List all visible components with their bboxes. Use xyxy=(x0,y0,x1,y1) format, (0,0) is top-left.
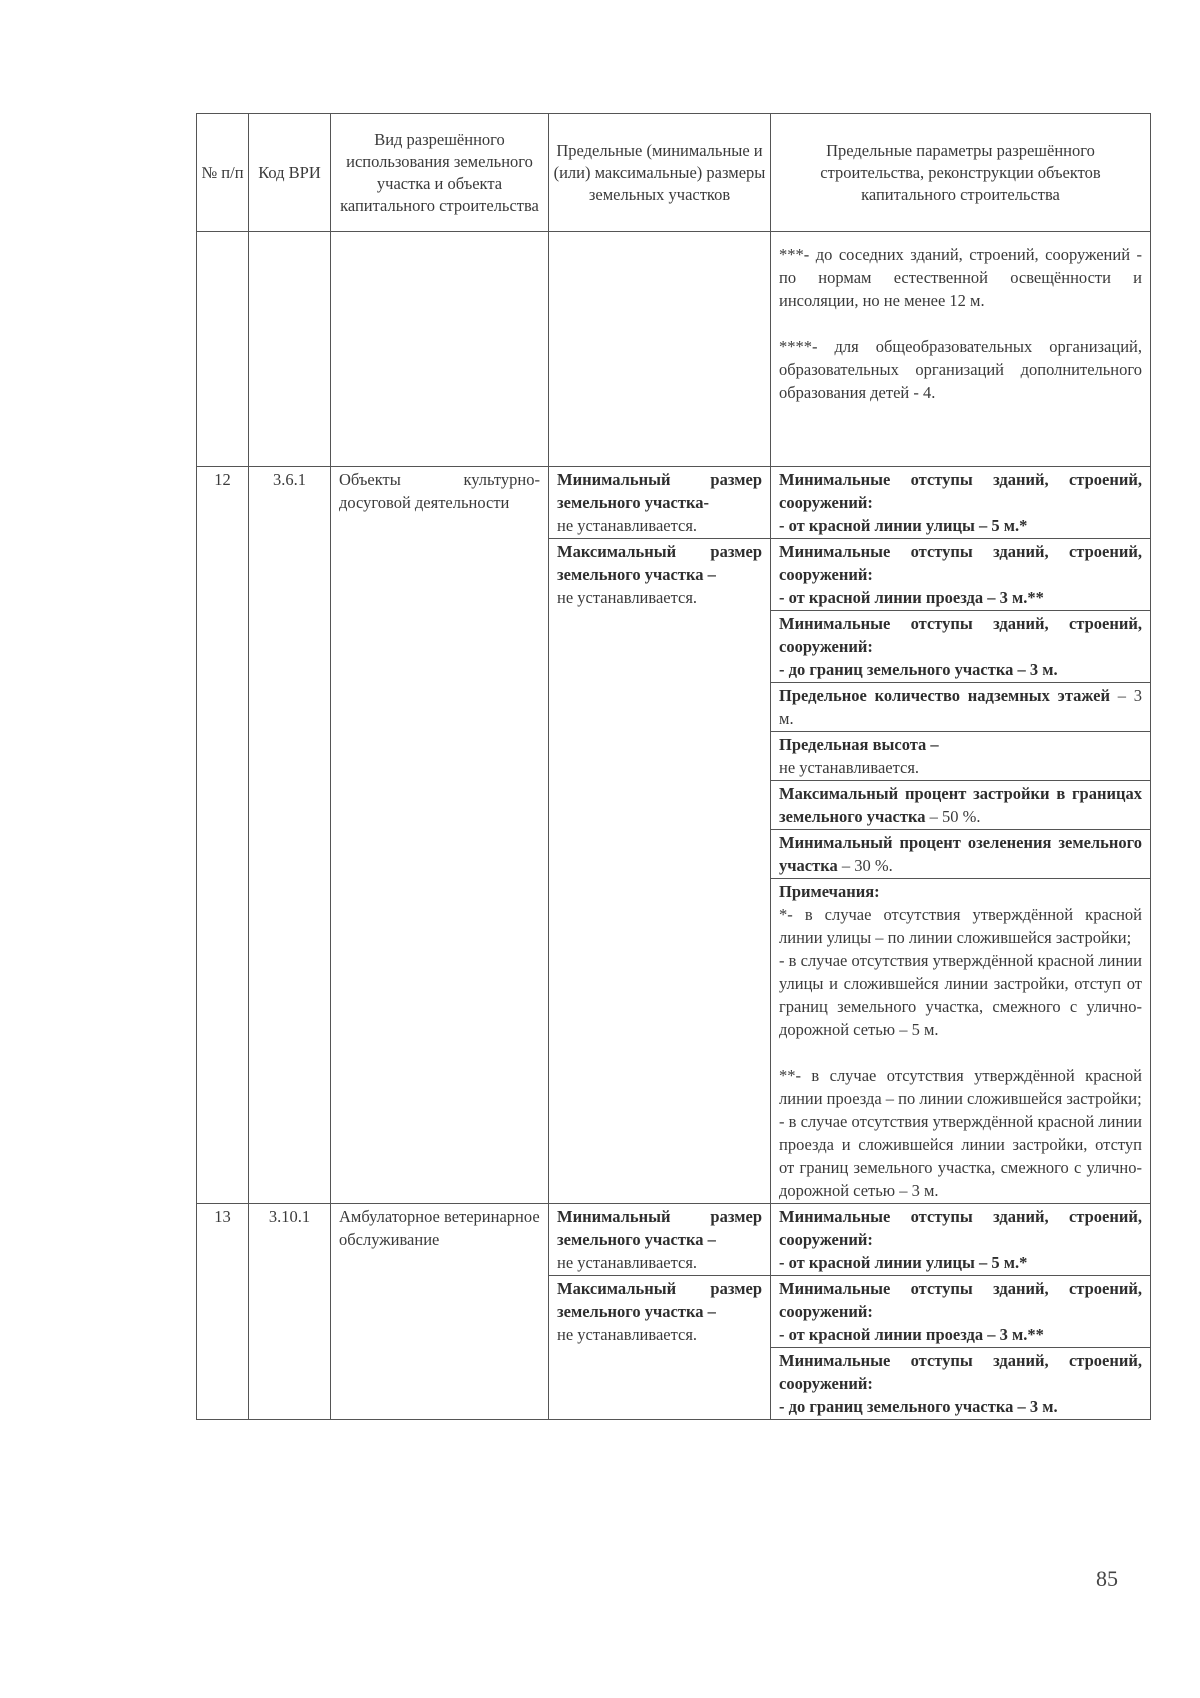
table-header-row xyxy=(197,114,1151,232)
row12-max-title: Максимальный размер земельного участка – xyxy=(557,542,762,584)
row13-min-size xyxy=(549,1204,771,1276)
note-quad-star: ****- для общеобразовательных организаций, образовательных организаций дополнительного образования детей - 4. xyxy=(779,337,1142,402)
regulations-table xyxy=(196,113,1151,1420)
row12-param-1 xyxy=(771,467,1151,539)
header-params: Предельные параметры разрешённого строительства, реконструкции объектов капитального строительства xyxy=(771,114,1151,232)
row12-param-4 xyxy=(771,683,1151,732)
row12-p2-value: - от красной линии проезда – 3 м.** xyxy=(779,588,1044,607)
row12-num: 12 xyxy=(197,467,249,1204)
row12-note-3: **- в случае отсутствия утверждённой красной линии проезда – по линии сложившейся застройки; xyxy=(779,1066,1142,1108)
row12-p4-title: Предельное количество надземных этажей xyxy=(779,686,1110,705)
row13-max-size xyxy=(549,1276,771,1420)
row13-code: 3.10.1 xyxy=(249,1204,331,1420)
row12-p4-value: – 3 м. xyxy=(779,686,1142,728)
row12-notes xyxy=(771,879,1151,1204)
row12-p5-title: Предельная высота – xyxy=(779,735,939,754)
row12-max-value: не устанавливается. xyxy=(557,588,698,607)
table-row-13 xyxy=(197,1204,1151,1276)
row13-min-title: Минимальный размер земельного участка – xyxy=(557,1207,762,1249)
row12-note-1: *- в случае отсутствия утверждённой красной линии улицы – по линии сложившейся застройки; xyxy=(779,905,1142,947)
row12-param-7 xyxy=(771,830,1151,879)
row12-param-2 xyxy=(771,539,1151,611)
row13-p2-value: - от красной линии проезда – 3 м.** xyxy=(779,1325,1044,1344)
row12-param-5 xyxy=(771,732,1151,781)
row13-p1-value: - от красной линии улицы – 5 м.* xyxy=(779,1253,1028,1272)
row13-p1-title: Минимальные отступы зданий, строений, сооружений: xyxy=(779,1207,1142,1249)
row12-param-6 xyxy=(771,781,1151,830)
row13-p3-value: - до границ земельного участка – 3 м. xyxy=(779,1397,1058,1416)
row12-type: Объекты культурно-досуговой деятельности xyxy=(331,467,549,1204)
row13-p2-title: Минимальные отступы зданий, строений, сооружений: xyxy=(779,1279,1142,1321)
row12-p2-title: Минимальные отступы зданий, строений, сооружений: xyxy=(779,542,1142,584)
row13-min-value: не устанавливается. xyxy=(557,1253,698,1272)
row12-note-2: - в случае отсутствия утверждённой красной линии улицы и сложившейся линии застройки, отступ от границ земельного участка, смежного с улично-дорожной сетью – 5 м. xyxy=(779,951,1142,1039)
row13-max-value: не устанавливается. xyxy=(557,1325,698,1344)
row12-p1-value: - от красной линии улицы – 5 м.* xyxy=(779,516,1028,535)
row12-notes-title: Примечания: xyxy=(779,882,880,901)
row12-p7-value: – 30 %. xyxy=(837,856,893,875)
row13-param-1 xyxy=(771,1204,1151,1276)
row12-p5-value: не устанавливается. xyxy=(779,758,920,777)
row12-min-value: не устанавливается. xyxy=(557,516,698,535)
row13-param-3 xyxy=(771,1348,1151,1420)
header-size: Предельные (минимальные и (или) максимальные) размеры земельных участков xyxy=(549,114,771,232)
row12-code: 3.6.1 xyxy=(249,467,331,1204)
row12-p3-title: Минимальные отступы зданий, строений, сооружений: xyxy=(779,614,1142,656)
row12-param-3 xyxy=(771,611,1151,683)
header-type: Вид разрешённого использования земельного участка и объекта капитального строительства xyxy=(331,114,549,232)
table-row-12 xyxy=(197,467,1151,539)
row12-p6-value: – 50 %. xyxy=(925,807,981,826)
page-number: 85 xyxy=(1096,1566,1118,1591)
table-row-continuation xyxy=(197,232,1151,467)
row13-num: 13 xyxy=(197,1204,249,1420)
row12-p3-value: - до границ земельного участка – 3 м. xyxy=(779,660,1058,679)
note-triple-star: ***- до соседних зданий, строений, сооружений - по нормам естественной освещённости и инсоляции, но не менее 12 м. xyxy=(779,245,1142,310)
row13-param-2 xyxy=(771,1276,1151,1348)
row12-max-size xyxy=(549,539,771,1204)
row12-min-title: Минимальный размер земельного участка- xyxy=(557,470,762,512)
row12-p7-title: Минимальный процент озеленения земельного участка xyxy=(779,833,1142,875)
row13-type: Амбулаторное ветеринарное обслуживание xyxy=(331,1204,549,1420)
row13-max-title: Максимальный размер земельного участка – xyxy=(557,1279,762,1321)
header-num: № п/п xyxy=(197,114,249,232)
header-code: Код ВРИ xyxy=(249,114,331,232)
row12-p6-title: Максимальный процент застройки в границах земельного участка xyxy=(779,784,1142,826)
row12-note-4: - в случае отсутствия утверждённой красной линии проезда и сложившейся линии застройки, отступ от границ земельного участка, смежного с улично-дорожной сетью – 3 м. xyxy=(779,1112,1142,1200)
row12-p1-title: Минимальные отступы зданий, строений, сооружений: xyxy=(779,470,1142,512)
row12-min-size xyxy=(549,467,771,539)
row13-p3-title: Минимальные отступы зданий, строений, сооружений: xyxy=(779,1351,1142,1393)
